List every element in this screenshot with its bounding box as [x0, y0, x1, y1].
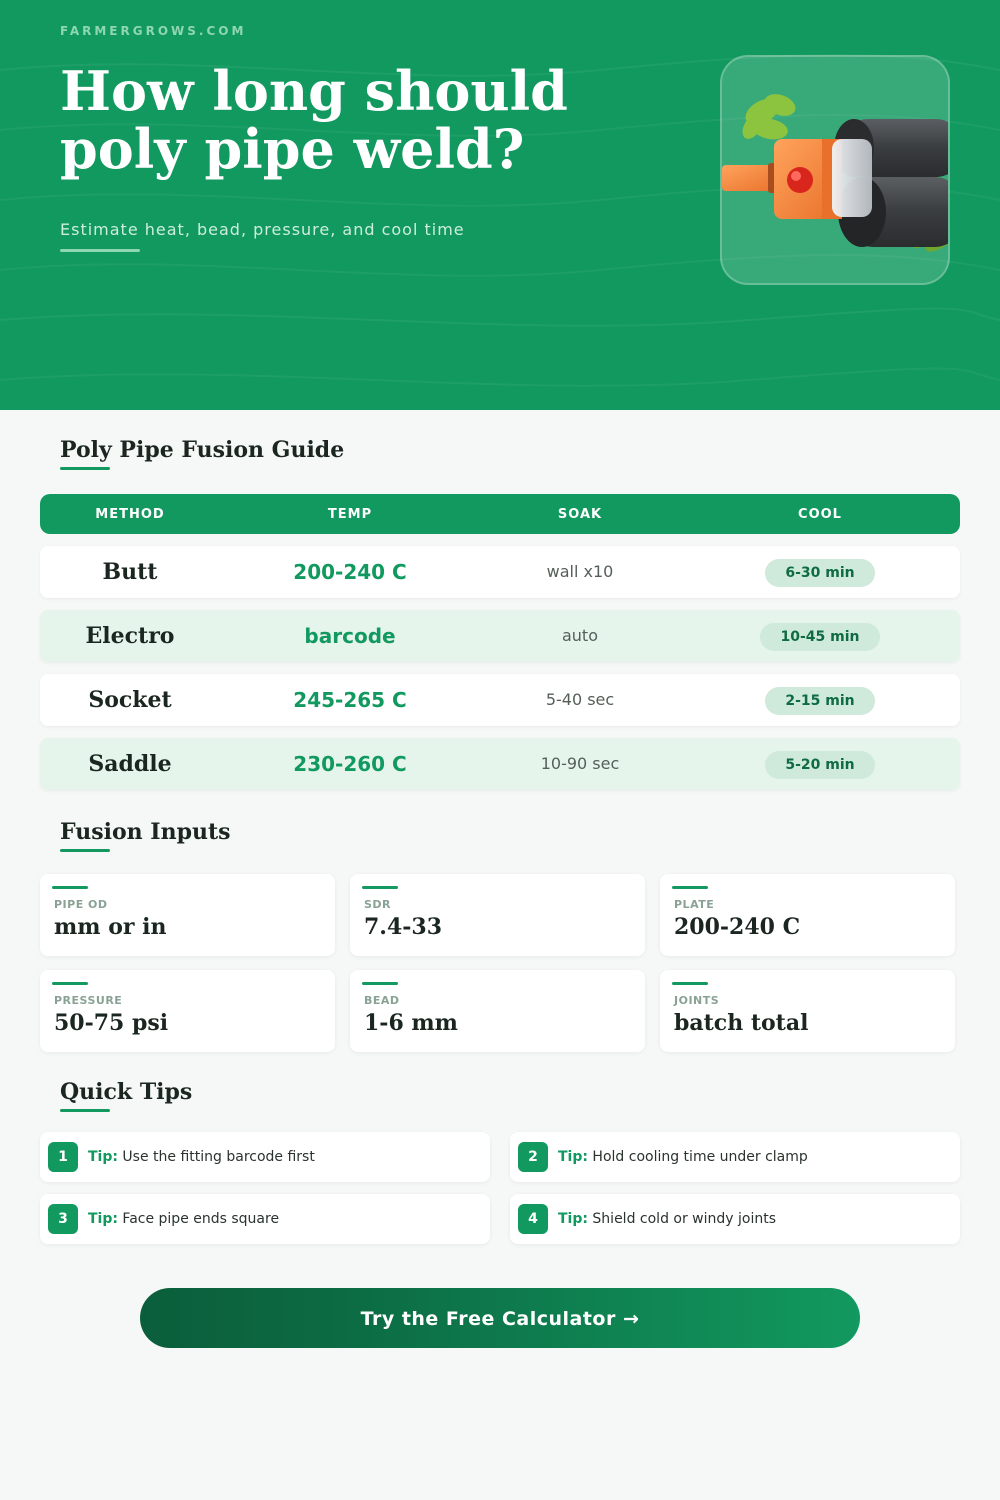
tip-text: Use the fitting barcode first — [122, 1149, 315, 1165]
cool-time-badge: 5-20 min — [765, 751, 874, 779]
tip-item — [510, 1194, 960, 1244]
soak-cell: wall x10 — [546, 562, 614, 581]
input-card-pipe-od — [40, 874, 335, 956]
input-card-sdr — [350, 874, 645, 956]
input-label: BEAD — [364, 994, 400, 1007]
tip-text-wrap — [88, 1132, 315, 1182]
col-header-cool: COOL — [798, 507, 842, 522]
subtitle-divider — [60, 249, 140, 252]
input-value: 200-240 C — [674, 914, 801, 940]
tip-item — [510, 1132, 960, 1182]
title-line-1: How long should — [60, 59, 568, 123]
cool-cell — [720, 738, 920, 790]
guide-section-underline — [60, 467, 110, 470]
input-value: 7.4-33 — [364, 914, 443, 940]
card-accent — [52, 886, 88, 889]
input-card-joints — [660, 970, 955, 1052]
page-subtitle: Estimate heat, bead, pressure, and cool time — [60, 220, 465, 239]
tip-text-wrap — [88, 1194, 279, 1244]
tip-text: Shield cold or windy joints — [592, 1211, 777, 1227]
page-title — [60, 59, 660, 181]
soak-cell: auto — [561, 626, 598, 645]
col-header-temp: TEMP — [327, 507, 373, 522]
input-card-pressure — [40, 970, 335, 1052]
col-header-soak: SOAK — [557, 507, 603, 522]
col-header-method: METHOD — [95, 507, 165, 522]
table-row — [40, 610, 960, 662]
card-accent — [672, 886, 708, 889]
cool-time-badge: 10-45 min — [760, 623, 879, 651]
temp-cell: 245-265 C — [293, 688, 407, 712]
card-accent — [362, 982, 398, 985]
tip-label: Tip: — [558, 1149, 588, 1165]
input-label: PLATE — [674, 898, 715, 911]
method-cell: Saddle — [88, 751, 172, 777]
tip-text: Hold cooling time under clamp — [592, 1149, 808, 1165]
free-calculator-button[interactable]: Try the Free Calculator → — [140, 1288, 860, 1348]
title-line-2: poly pipe weld? — [60, 117, 525, 181]
input-value: 1-6 mm — [364, 1010, 458, 1036]
method-cell: Electro — [85, 623, 175, 649]
table-row — [40, 546, 960, 598]
cool-cell — [720, 610, 920, 662]
temp-cell: 200-240 C — [293, 560, 407, 584]
tip-text-wrap — [558, 1194, 776, 1244]
input-label: JOINTS — [674, 994, 720, 1007]
cool-cell — [720, 674, 920, 726]
hero-banner — [0, 0, 1000, 410]
table-row — [40, 674, 960, 726]
tip-text: Face pipe ends square — [122, 1211, 280, 1227]
input-value: mm or in — [54, 914, 167, 940]
temp-cell: 230-260 C — [293, 752, 407, 776]
table-row — [40, 738, 960, 790]
cool-time-badge: 6-30 min — [765, 559, 874, 587]
tip-label: Tip: — [558, 1211, 588, 1227]
input-label: PIPE OD — [54, 898, 108, 911]
soak-cell: 10-90 sec — [540, 754, 620, 773]
tips-section-title: Quick Tips — [60, 1079, 193, 1105]
temp-cell: barcode — [304, 624, 396, 648]
input-value: batch total — [674, 1010, 809, 1036]
card-accent — [362, 886, 398, 889]
card-accent — [672, 982, 708, 985]
tip-number-badge: 4 — [518, 1204, 548, 1234]
cool-cell — [720, 546, 920, 598]
inputs-section-underline — [60, 849, 110, 852]
pipe-fusion-illustration — [720, 55, 950, 285]
tip-item — [40, 1132, 490, 1182]
guide-section-title: Poly Pipe Fusion Guide — [60, 437, 345, 463]
tip-number-badge: 3 — [48, 1204, 78, 1234]
card-accent — [52, 982, 88, 985]
input-card-bead — [350, 970, 645, 1052]
soak-cell: 5-40 sec — [545, 690, 615, 709]
pipe-fitting-icon — [722, 57, 950, 285]
tip-number-badge: 1 — [48, 1142, 78, 1172]
inputs-section-title: Fusion Inputs — [60, 819, 231, 845]
input-value: 50-75 psi — [54, 1010, 169, 1036]
input-label: PRESSURE — [54, 994, 123, 1007]
cool-time-badge: 2-15 min — [765, 687, 874, 715]
guide-table-header — [40, 494, 960, 534]
tip-label: Tip: — [88, 1149, 118, 1165]
tip-number-badge: 2 — [518, 1142, 548, 1172]
tip-item — [40, 1194, 490, 1244]
method-cell: Socket — [88, 687, 172, 713]
tips-section-underline — [60, 1109, 110, 1112]
input-card-plate — [660, 874, 955, 956]
tip-text-wrap — [558, 1132, 808, 1182]
tip-label: Tip: — [88, 1211, 118, 1227]
input-label: SDR — [364, 898, 392, 911]
site-name: FARMERGROWS.COM — [60, 24, 247, 38]
method-cell: Butt — [102, 559, 158, 585]
